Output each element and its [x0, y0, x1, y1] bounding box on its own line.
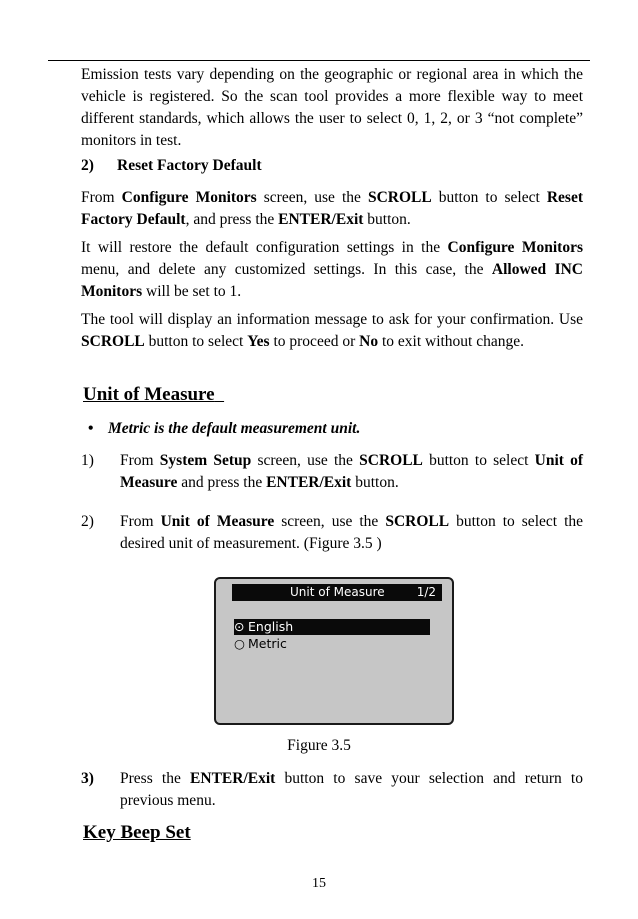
page-number: 15 — [312, 876, 326, 891]
device-screen-figure — [214, 577, 454, 725]
unit-step-3: 3) Press the ENTER/Exit button to save your selection and return to previous menu. — [81, 770, 583, 809]
intro-paragraph: Emission tests vary depending on the geographic or regional area in which the vehicle is registered. So the scan tool provides a more flexible way to meet different standards, which allows the user to select 0, 1, 2, or 3 “not complete” monitors in test. — [81, 66, 583, 149]
key-beep-heading: Key Beep Set — [83, 822, 191, 843]
figure-caption: Figure 3.5 — [287, 737, 351, 754]
screen-page-indicator: 1/2 — [416, 585, 436, 599]
reset-heading-title: Reset Factory Default — [117, 157, 262, 174]
bullet-text: Metric is the default measurement unit. — [108, 420, 361, 437]
unit-step-2: 2) From Unit of Measure screen, use the SCROLL button to select the desired unit of measurement. (Figure 3.5 ) — [81, 513, 584, 552]
unit-step-1: 1) From System Setup screen, use the SCROLL button to select Unit of Measure and press the ENTER/Exit button. — [81, 452, 584, 491]
screen-title: Unit of Measure — [290, 585, 385, 599]
reset-paragraph-1: From Configure Monitors screen, use the SCROLL button to select Reset Factory Default, and press the ENTER/Exit button. — [81, 189, 583, 228]
option-english[interactable]: ⊙ English — [234, 619, 430, 635]
radio-selected-icon: ⊙ — [234, 619, 245, 634]
radio-unselected-icon: ○ — [234, 636, 245, 651]
header-rule — [48, 60, 590, 61]
reset-paragraph-3: The tool will display an information message to ask for your confirmation. Use SCROLL button to select Yes to proceed or No to exit without change. — [81, 311, 583, 350]
option-metric[interactable]: ○ Metric — [234, 636, 287, 651]
default-unit-bullet — [88, 420, 360, 438]
reset-heading-number: 2) — [81, 157, 94, 174]
unit-of-measure-heading: Unit of Measure — [83, 384, 215, 405]
screen-title-bar — [232, 584, 442, 601]
bullet-dot-icon: • — [88, 420, 94, 437]
reset-factory-heading — [81, 157, 262, 175]
reset-paragraph-2: It will restore the default configuration settings in the Configure Monitors menu, and delete any customized settings. In this case, the Allowed INC Monitors will be set to 1. — [81, 239, 583, 300]
